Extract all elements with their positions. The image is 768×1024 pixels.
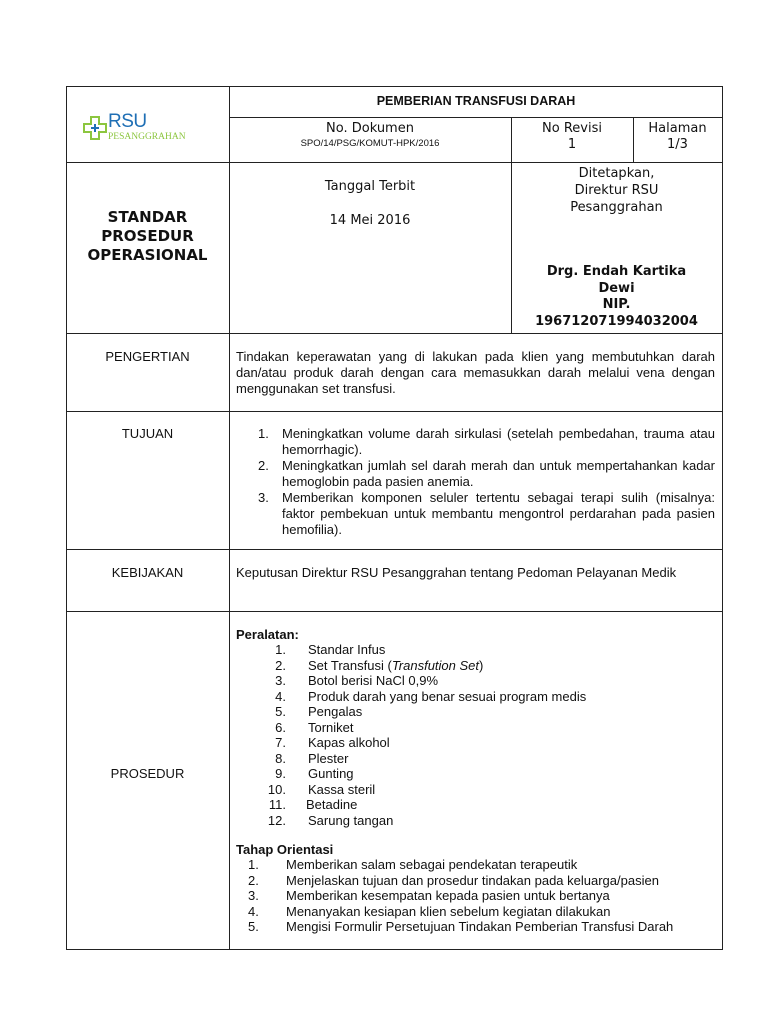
list-text: Betadine: [306, 797, 358, 812]
list-number: 8.: [275, 750, 286, 766]
logo-text-pesanggrahan: PESANGGRAHAN: [108, 132, 186, 142]
list-number: 1.: [258, 426, 269, 441]
list-number: 4.: [248, 903, 259, 919]
list-text: Gunting: [308, 766, 354, 781]
list-item: [236, 704, 715, 720]
list-number: 7.: [275, 735, 286, 750]
signatory-name: Dewi: [598, 280, 635, 296]
list-text: Meningkatkan jumlah sel darah merah dan untuk mempertahankan kadar hemoglobin pada pasien anemia.: [282, 458, 715, 489]
medical-cross-icon: [82, 115, 108, 141]
pengertian-label: PENGERTIAN: [105, 349, 190, 364]
ditetapkan-line: Direktur RSU: [574, 183, 659, 198]
sop-title-line: PROSEDUR: [101, 227, 194, 245]
orientasi-list: [236, 857, 715, 935]
signatory-nip-label: NIP.: [602, 297, 631, 312]
halaman-value: 1/3: [667, 137, 688, 152]
list-text: Menjelaskan tujuan dan prosedur tindakan pada keluarga/pasien: [286, 872, 659, 888]
list-number: 5.: [275, 704, 286, 719]
list-text: Menanyakan kesiapan klien sebelum kegiatan dilakukan: [286, 903, 611, 919]
list-item: [236, 873, 715, 889]
no-dokumen-value: SPO/14/PSG/KOMUT-HPK/2016: [300, 138, 440, 149]
list-item: [258, 458, 715, 490]
list-text: Kapas alkohol: [308, 735, 390, 750]
tanggal-terbit-value: 14 Mei 2016: [329, 213, 411, 228]
list-number: 2.: [275, 657, 286, 673]
list-text: Memberikan kesempatan kepada pasien untuk bertanya: [286, 888, 610, 903]
orientasi-heading: Tahap Orientasi: [236, 842, 334, 857]
signatory-nip: 196712071994032004: [535, 313, 698, 329]
list-number: 3.: [258, 490, 269, 505]
kebijakan-label: KEBIJAKAN: [111, 565, 184, 580]
list-number: 4.: [275, 688, 286, 704]
list-item: [236, 689, 715, 705]
list-item: [236, 888, 715, 904]
list-item: [236, 642, 715, 658]
list-text-italic: Transfution Set: [391, 657, 480, 673]
ditetapkan-line: Pesanggrahan: [570, 200, 663, 215]
signatory-block: [511, 264, 722, 330]
tujuan-label: TUJUAN: [121, 426, 174, 441]
list-text-part: Set Transfusi (: [308, 657, 392, 673]
list-number: 11.: [268, 797, 286, 812]
no-revisi-label: No Revisi: [542, 121, 602, 136]
peralatan-heading: Peralatan:: [236, 627, 299, 642]
list-item: [236, 797, 715, 813]
hospital-logo: [80, 110, 220, 150]
list-item: [236, 673, 715, 689]
list-item: [236, 751, 715, 767]
list-number: 3.: [248, 888, 259, 903]
ditetapkan-line: Ditetapkan,: [578, 166, 655, 181]
ditetapkan-block: [511, 165, 722, 216]
list-text: Standar Infus: [308, 642, 386, 657]
peralatan-list: [236, 642, 715, 828]
list-number: 10.: [267, 781, 286, 797]
document-title: PEMBERIAN TRANSFUSI DARAH: [376, 94, 576, 108]
pengertian-text: Tindakan keperawatan yang di lakukan pada klien yang membutuhkan darah dan/atau produk darah dengan cara memasukkan darah melalui vena dengan menggunakan set transfusi.: [236, 349, 715, 396]
list-item: [236, 782, 715, 798]
list-number: 9.: [275, 766, 286, 781]
list-number: 1.: [275, 642, 286, 657]
list-text: Produk darah yang benar sesuai program medis: [308, 688, 587, 704]
list-text: Plester: [308, 750, 349, 766]
list-number: 1.: [248, 857, 259, 872]
list-text: Sarung tangan: [308, 812, 394, 828]
sop-title-line: OPERASIONAL: [87, 246, 208, 264]
list-text: Memberikan salam sebagai pendekatan terapeutik: [286, 857, 578, 872]
kebijakan-text: Keputusan Direktur RSU Pesanggrahan tentang Pedoman Pelayanan Medik: [236, 565, 677, 580]
list-text: Pengalas: [308, 704, 363, 719]
list-text: Torniket: [308, 719, 354, 735]
list-number: 3.: [275, 673, 286, 688]
list-item: [258, 426, 715, 458]
list-text: [286, 658, 715, 674]
list-text: Memberikan komponen seluler tertentu sebagai terapi sulih (misalnya: faktor pembekuan untuk membantu mengontrol perdarahan pada pasien hemofilia).: [282, 490, 715, 537]
signatory-name: Drg. Endah Kartika: [546, 264, 687, 279]
list-item: [258, 490, 715, 538]
sop-title-line: STANDAR: [107, 208, 188, 226]
list-item: [236, 857, 715, 873]
list-text: Meningkatkan volume darah sirkulasi (setelah pembedahan, trauma atau hemorrhagic).: [282, 426, 715, 457]
list-item: [236, 766, 715, 782]
logo-text-rsu: RSU: [108, 111, 147, 132]
no-dokumen-label: No. Dokumen: [326, 121, 414, 136]
list-item: [236, 735, 715, 751]
list-text: Mengisi Formulir Persetujuan Tindakan Pemberian Transfusi Darah: [286, 919, 674, 934]
list-number: 2.: [258, 458, 269, 473]
list-number: 6.: [275, 719, 286, 735]
list-item: [236, 919, 715, 935]
list-item: [236, 658, 715, 674]
list-item: [236, 904, 715, 920]
no-revisi-value: 1: [567, 137, 577, 152]
prosedur-label: PROSEDUR: [110, 766, 185, 781]
tanggal-terbit-label: Tanggal Terbit: [324, 179, 416, 194]
list-number: 5.: [248, 919, 259, 934]
list-item: [236, 813, 715, 829]
list-text-part: ): [479, 657, 484, 673]
halaman-label: Halaman: [648, 121, 707, 136]
list-number: 12.: [267, 812, 286, 828]
sop-title: [66, 208, 229, 265]
list-text: Kassa steril: [308, 781, 376, 797]
list-number: 2.: [248, 872, 259, 888]
list-text: Botol berisi NaCl 0,9%: [308, 673, 439, 688]
list-item: [236, 720, 715, 736]
tujuan-list: [258, 426, 715, 538]
